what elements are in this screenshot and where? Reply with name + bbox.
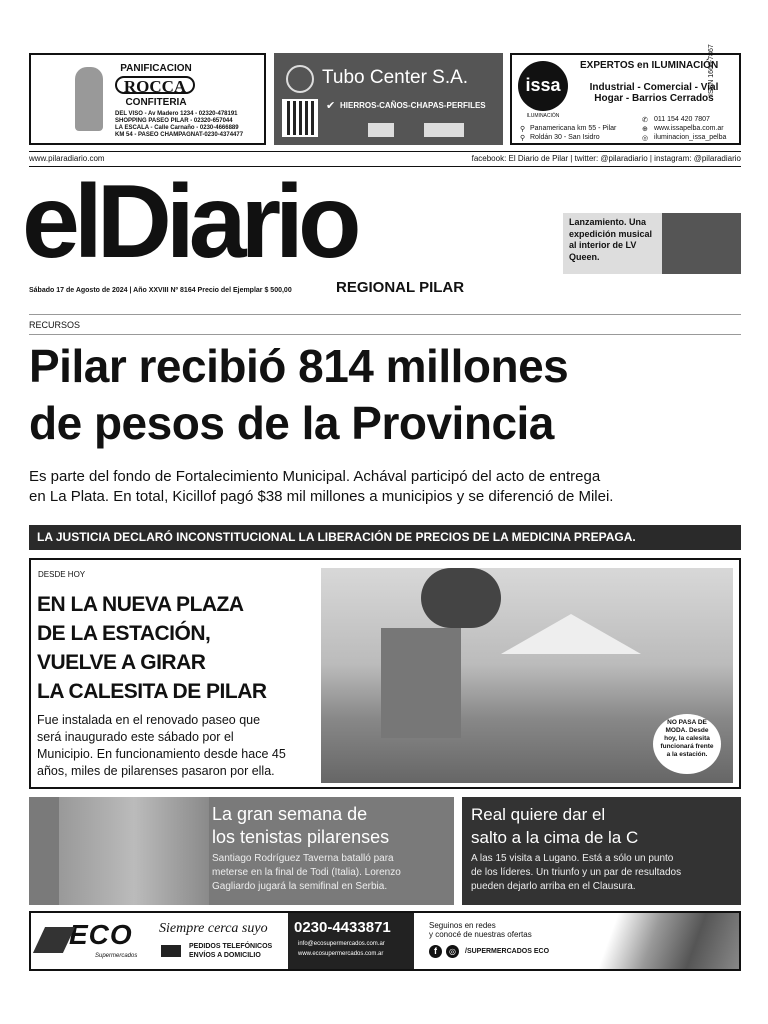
tennis-title xyxy=(212,803,389,849)
tubo-tagline: HIERROS-CAÑOS-CHAPAS-PERFILES xyxy=(340,101,486,110)
real-body-line: de los líderes. Un triunfo y un par de resultados xyxy=(471,867,682,878)
tennis-body-line: meterse en la final de Todi (Italia). Lorenzo xyxy=(212,867,401,878)
badge-line: MODA. Desde xyxy=(665,727,709,734)
ad-issa[interactable] xyxy=(510,53,741,145)
tree xyxy=(421,568,501,628)
website-link[interactable]: www.pilaradiario.com xyxy=(29,154,105,163)
tubo-partner-logo xyxy=(368,123,394,137)
issa-services: Industrial - Comercial - Vial xyxy=(589,82,719,93)
lead-headline-line: Pilar recibió 814 millones xyxy=(29,340,569,392)
tennis-body-line: Santiago Rodríguez Taverna batalló para xyxy=(212,853,394,864)
rocca-top-label: PANIFICACION xyxy=(120,63,192,74)
delivery-truck-icon xyxy=(161,945,181,957)
issa-address: Panamericana km 55 - Pilar xyxy=(530,125,617,132)
issa-phone: 011 154 420 7807 xyxy=(654,116,710,123)
dateline: Sábado 17 de Agosto de 2024 | Año XXVIII Nº 8164 Precio del Ejemplar $ 500,00 xyxy=(29,287,292,294)
real-title-line: Real quiere dar el xyxy=(471,805,606,824)
carousel-roof xyxy=(501,614,641,654)
lead-headline[interactable] xyxy=(29,338,568,452)
tennis-body-line: Gagliardo jugará la semifinal en Serbia. xyxy=(212,881,388,892)
globe-icon: ⊕ xyxy=(642,126,648,133)
lead-summary xyxy=(29,467,613,507)
eco-email[interactable]: info@ecosupermercados.com.ar xyxy=(298,941,385,947)
issa-services: Hogar - Barrios Cerrados xyxy=(594,93,714,104)
issa-logo-sub: ILUMINACIÓN xyxy=(526,113,560,119)
feature-headline xyxy=(37,590,267,706)
eco-follow: Seguinos en redes xyxy=(429,921,496,930)
tennis-body xyxy=(212,852,401,894)
social-links[interactable]: facebook: El Diario de Pilar | twitter: @pilaradiario | instagram: @pilaradiario xyxy=(471,154,741,163)
rocca-address: DEL VISO - Av Madero 1234 - 02320-478191 xyxy=(115,111,238,117)
feature-headline-line: VUELVE A GIRAR xyxy=(37,651,206,674)
eco-handle[interactable]: /SUPERMERCADOS ECO xyxy=(465,948,550,955)
shopping-cart-photo xyxy=(583,913,739,969)
feature-box[interactable] xyxy=(29,558,741,789)
real-body-line: A las 15 visita a Lugano. Está a sólo un punto xyxy=(471,853,674,864)
rocca-bottom-label: CONFITERIA xyxy=(125,97,187,108)
newspaper-logo: elDiario xyxy=(22,164,356,280)
facebook-icon[interactable]: f xyxy=(429,945,442,958)
eco-delivery: PEDIDOS TELEFÓNICOS xyxy=(189,943,273,950)
real-body xyxy=(471,852,681,894)
ad-eco[interactable] xyxy=(29,911,741,971)
issn: ISSN 1666-7867 xyxy=(708,44,715,96)
lead-summary-line: Es parte del fondo de Fortalecimiento Municipal. Achával participó del acto de entrega xyxy=(29,468,601,485)
feature-body xyxy=(37,712,286,780)
tennis-player-photo xyxy=(59,797,209,905)
real-story[interactable] xyxy=(462,797,741,905)
rocca-address: KM 54 - PASEO CHAMPAGNAT-0230-4374477 xyxy=(115,132,244,138)
tubo-name: Tubo Center S.A. xyxy=(322,67,469,88)
rocca-address: LA ESCALA - Calle Carnaño - 0230-4666889 xyxy=(115,125,239,131)
phone-icon: ✆ xyxy=(642,117,648,124)
tubo-partner-logo xyxy=(424,123,464,137)
regional-label: REGIONAL PILAR xyxy=(336,279,465,296)
tennis-title-line: La gran semana de xyxy=(212,804,368,824)
location-icon: ⚲ xyxy=(520,135,526,142)
feature-body-line: Municipio. En funcionamiento desde hace 45 xyxy=(37,747,286,761)
tubo-logo-icon xyxy=(286,65,314,93)
teaser-text: Lanzamiento. Una expedición musical al interior de LV Queen. xyxy=(569,217,653,262)
eco-web[interactable]: www.ecosupermercados.com.ar xyxy=(298,951,384,957)
eco-phone[interactable]: 0230-4433871 xyxy=(294,919,391,936)
issa-address: Roldán 30 - San Isidro xyxy=(530,134,600,141)
instagram-icon[interactable]: ◎ xyxy=(446,945,459,958)
check-icon: ✔ xyxy=(326,100,336,112)
feature-kicker: DESDE HOY xyxy=(38,570,86,579)
tennis-story[interactable] xyxy=(29,797,454,905)
feature-body-line: será inaugurado este sábado por el xyxy=(37,730,234,744)
issa-instagram: iluminacion_issa_pelba xyxy=(654,134,727,141)
feature-body-line: Fue instalada en el renovado paseo que xyxy=(37,713,261,727)
rocca-addresses xyxy=(115,111,265,139)
eco-slogan: Siempre cerca suyo xyxy=(159,921,268,936)
rocca-mascot xyxy=(75,67,103,131)
real-body-line: pueden dejarlo arriba en el Clausura. xyxy=(471,881,636,892)
eco-follow: y conocé de nuestras ofertas xyxy=(429,930,532,939)
feature-headline-line: DE LA ESTACIÓN, xyxy=(37,622,211,645)
qr-code-icon xyxy=(282,99,318,137)
photo-caption-badge xyxy=(653,714,721,774)
section-label: RECURSOS xyxy=(29,320,81,330)
location-icon: ⚲ xyxy=(520,126,526,133)
booth xyxy=(381,628,461,738)
instagram-icon: ◎ xyxy=(642,135,649,142)
teaser-box[interactable] xyxy=(563,213,741,274)
rocca-brand: ROCCA xyxy=(115,76,195,94)
eco-delivery: ENVÍOS A DOMICILIO xyxy=(189,952,261,959)
badge-line: a la estación. xyxy=(666,751,708,758)
badge-line: NO PASA DE xyxy=(667,719,707,726)
feature-headline-line: EN LA NUEVA PLAZA xyxy=(37,593,244,616)
feature-body-line: años, miles de pilarenses pasaron por ella. xyxy=(37,764,275,778)
feature-headline-line: LA CALESITA DE PILAR xyxy=(37,680,267,703)
tennis-title-line: los tenistas pilarenses xyxy=(212,827,390,847)
ad-rocca[interactable] xyxy=(29,53,266,145)
badge-line: funcionará frente xyxy=(660,743,714,750)
issa-heading: EXPERTOS en ILUMINACIÓN xyxy=(580,60,719,71)
real-title xyxy=(471,803,638,849)
rocca-address: SHOPPING PASEO PILAR - 02320-657044 xyxy=(115,118,233,124)
issa-logo: issa xyxy=(518,61,568,111)
eco-contact-block xyxy=(288,913,414,969)
badge-line: hoy, la calesita xyxy=(664,735,710,742)
lead-headline-line: de pesos de la Provincia xyxy=(29,397,554,449)
news-banner[interactable]: LA JUSTICIA DECLARÓ INCONSTITUCIONAL LA LIBERACIÓN DE PRECIOS DE LA MEDICINA PREPAGA. xyxy=(29,525,741,550)
real-title-line: salto a la cima de la C xyxy=(471,828,639,847)
lead-summary-line: en La Plata. En total, Kicillof pagó $38 mil millones a municipios y se diferenció de Milei. xyxy=(29,488,614,505)
ad-tubo-center[interactable] xyxy=(274,53,503,145)
eco-logo: ECO xyxy=(69,919,133,950)
issa-web: www.issapelba.com.ar xyxy=(654,125,724,132)
eco-logo-sub: Supermercados xyxy=(95,953,138,959)
teaser-photo xyxy=(662,213,741,274)
